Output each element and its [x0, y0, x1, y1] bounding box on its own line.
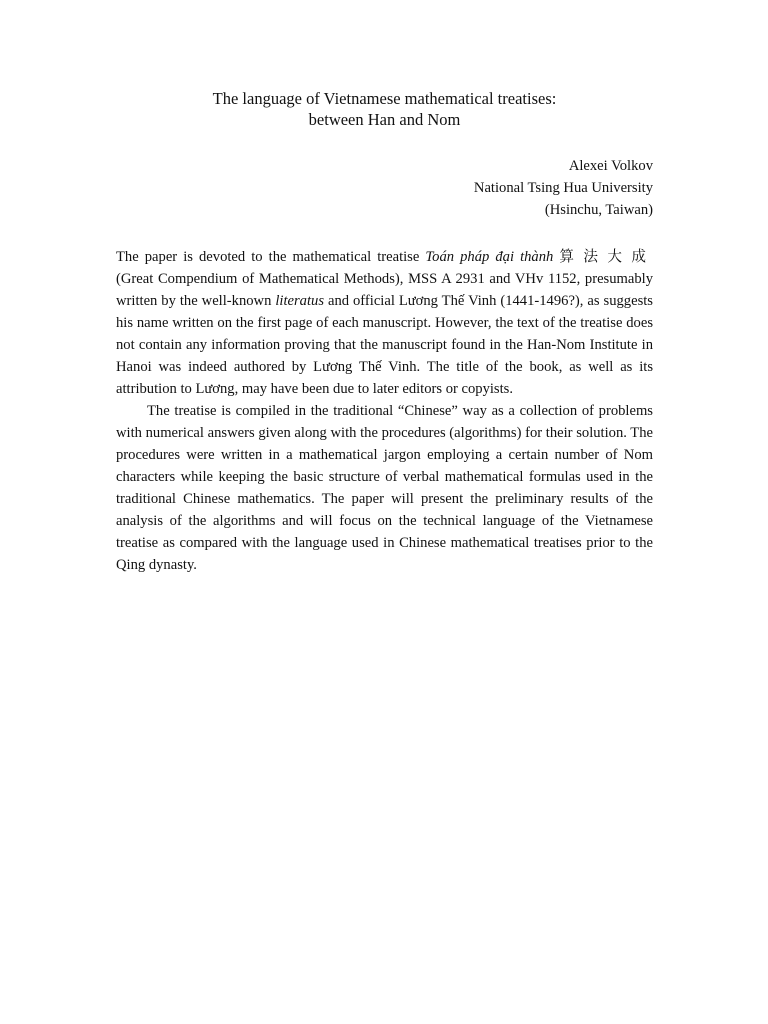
title-line-2: between Han and Nom — [308, 110, 461, 129]
author-affiliation: National Tsing Hua University — [473, 180, 653, 196]
abstract-paragraph-2: The treatise is compiled in the traditional “Chinese” way as a collection of problems with numerical answers given along with the procedures (algorithms) for their solution. The procedures were written in a mathematical jargon employing a certain number of Nom characters while keeping the basic structure of verbal mathematical formulas used in the traditional Chinese mathematics. The paper will present the preliminary results of the analysis of the algorithms and will focus on the technical language of the Vietnamese treatise as compared with the language used in Chinese mathematical treatises prior to the Qing dynasty. — [116, 403, 653, 573]
literatus-term: literatus — [275, 293, 324, 309]
treatise-title-chinese: 算法大成 — [559, 249, 653, 265]
author-name: Alexei Volkov — [568, 158, 653, 174]
treatise-title: Toán pháp đại thành — [425, 249, 554, 265]
title-line-1: The language of Vietnamese mathematical treatises: — [212, 89, 557, 108]
paragraph-1-text-c: and official Lương Thế Vinh (1441-1496?), as suggests his name written on the first page of each manuscript. However, the text of the treatise does not contain any information proving that the manuscript found in the Han-Nom Institute in Hanoi was indeed authored by Lương Thế Vinh. The title of the book, as well as its attribution to Lương, may have been due to later editors or copyists. — [116, 293, 653, 397]
paragraph-1-text-b: (Great Compendium of Mathematical Methods), MSS A 2931 and VHv 1152, presumably written by the well-known — [116, 271, 653, 309]
author-block — [116, 155, 653, 221]
paragraph-1-text-a: The paper is devoted to the mathematical treatise — [116, 249, 426, 265]
abstract-paragraph-1 — [116, 246, 653, 400]
paper-title — [116, 88, 653, 130]
author-location: (Hsinchu, Taiwan) — [544, 202, 653, 218]
document-page — [116, 88, 653, 576]
abstract — [116, 246, 653, 576]
